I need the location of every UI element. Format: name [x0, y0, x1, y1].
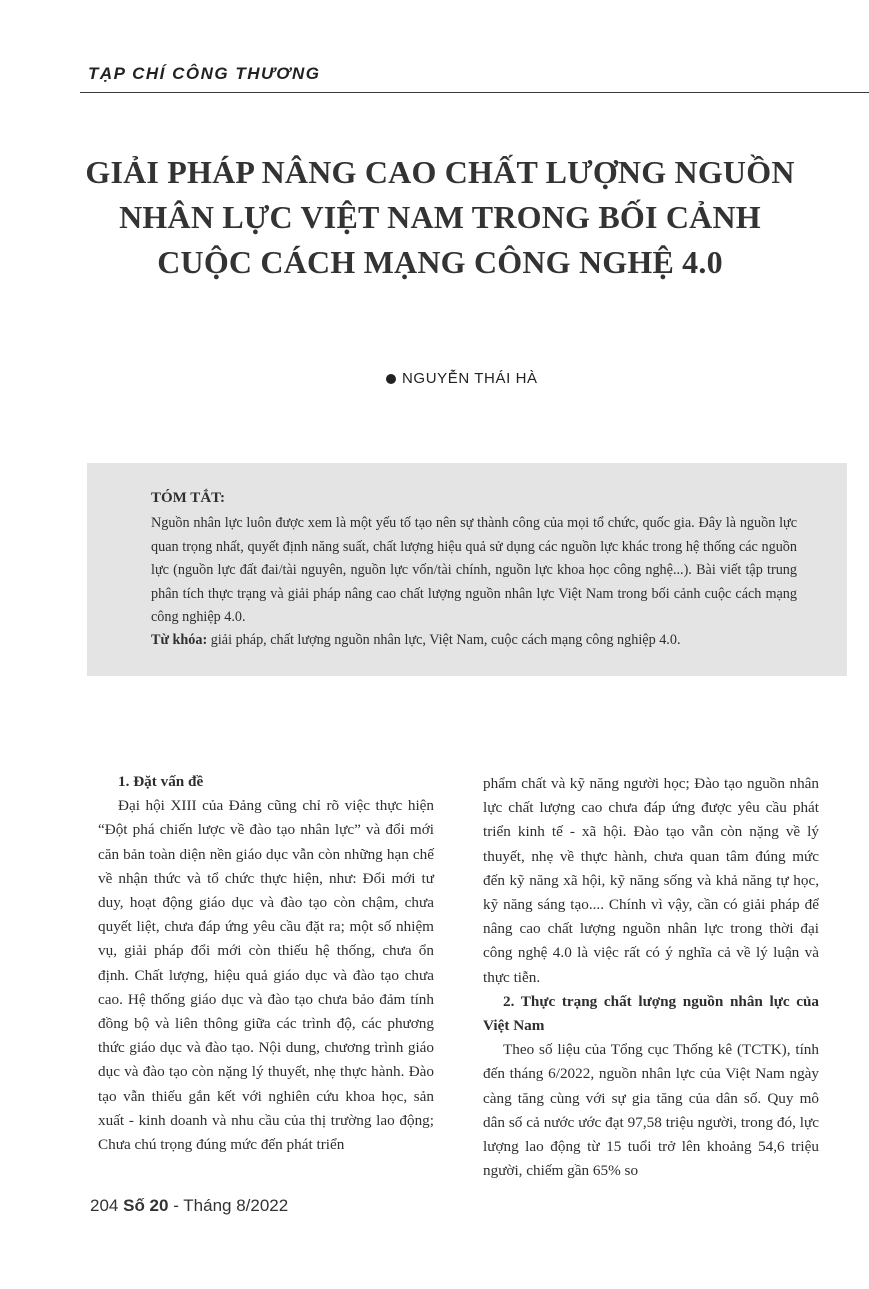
- title-line: NHÂN LỰC VIỆT NAM TRONG BỐI CẢNH: [119, 199, 761, 235]
- page-footer: [90, 1196, 288, 1216]
- issue-date: - Tháng 8/2022: [168, 1196, 289, 1215]
- section-1-text: Đại hội XIII của Đảng cũng chỉ rõ việc thực hiện “Đột phá chiến lược về đào tạo nhân lực” và đổi mới căn bản toàn diện nền giáo dục vẫn còn những hạn chế về nhận thức và tổ chức thực hiện, như: Đổi mới tư duy, hoạt động giáo dục và đào tạo còn chậm, chưa quyết liệt, chưa đáp ứng yêu cầu đặt ra; một số nhiệm vụ, giải pháp đổi mới còn thiếu hệ thống, chưa ổn định. Chất lượng, hiệu quả giáo dục và đào tạo chưa cao. Hệ thống giáo dục và đào tạo chưa bảo đảm tính đồng bộ và liên thông giữa các trình độ, các phương thức giáo dục và đào tạo. Nội dung, chương trình giáo dục và đào tạo còn nặng lý thuyết, nhẹ thực hành. Đào tạo vẫn thiếu gắn kết với nghiên cứu khoa học, sản xuất - kinh doanh và nhu cầu của thị trường lao động; Chưa chú trọng đúng mức đến phát triển: [98, 797, 434, 1154]
- left-column: [98, 770, 434, 1157]
- keywords-label: Từ khóa:: [151, 632, 208, 649]
- author-name: NGUYỄN THÁI HÀ: [402, 370, 538, 387]
- right-column: [483, 772, 819, 1183]
- author-line: [386, 370, 538, 387]
- title-line: CUỘC CÁCH MẠNG CÔNG NGHỆ 4.0: [157, 244, 723, 280]
- section-1-heading: 1. Đặt vấn đề: [118, 773, 204, 790]
- title-line: GIẢI PHÁP NÂNG CAO CHẤT LƯỢNG NGUỒN: [85, 154, 795, 190]
- bullet-icon: [386, 374, 396, 384]
- abstract-heading: TÓM TẮT:: [151, 490, 226, 506]
- article-title: [60, 150, 820, 285]
- continued-text: phẩm chất và kỹ năng người học; Đào tạo nguồn nhân lực chất lượng cao chưa đáp ứng được yêu cầu phát triển kinh tế - xã hội. Đào tạo vẫn còn nặng về lý thuyết, nhẹ về thực hành, chưa quan tâm đúng mức đến kỹ năng xã hội, kỹ năng sống và khả năng tự học, kỹ năng sáng tạo.... Chính vì vậy, cần có giải pháp để nâng cao chất lượng nguồn nhân lực trong thời đại công nghệ 4.0 là việc rất có ý nghĩa cả về lý luận và thực tiễn.: [483, 775, 819, 986]
- journal-header: TẠP CHÍ CÔNG THƯƠNG: [88, 64, 321, 83]
- issue-number: Số 20: [123, 1196, 169, 1215]
- section-2-text: Theo số liệu của Tổng cục Thống kê (TCTK), tính đến tháng 6/2022, nguồn nhân lực của Việt Nam ngày càng tăng cùng với sự gia tăng của dân số. Quy mô dân số cả nước ước đạt 97,58 triệu người, trong đó, lực lượng lao động từ 15 tuổi trở lên khoảng 54,6 triệu người, chiếm gần 65% so: [483, 1041, 819, 1180]
- page-number: 204: [90, 1196, 119, 1215]
- keywords: [151, 629, 797, 652]
- header-rule: [80, 92, 869, 93]
- abstract-text: Nguồn nhân lực luôn được xem là một yếu tố tạo nên sự thành công của mọi tổ chức, quốc gia. Đây là nguồn lực quan trọng nhất, quyết định năng suất, chất lượng hiệu quả sử dụng các nguồn lực khác trong hệ thống các nguồn lực (nguồn lực đất đai/tài nguyên, nguồn lực vốn/tài chính, nguồn lực khoa học công nghệ...). Bài viết tập trung phân tích thực trạng và giải pháp nâng cao chất lượng nguồn nhân lực Việt Nam trong bối cảnh cuộc cách mạng công nghiệp 4.0.: [151, 515, 797, 626]
- section-2-heading: 2. Thực trạng chất lượng nguồn nhân lực của Việt Nam: [483, 992, 819, 1035]
- abstract-box: [87, 463, 847, 676]
- abstract-content: [151, 487, 797, 653]
- keywords-text: giải pháp, chất lượng nguồn nhân lực, Việt Nam, cuộc cách mạng công nghiệp 4.0.: [207, 632, 681, 649]
